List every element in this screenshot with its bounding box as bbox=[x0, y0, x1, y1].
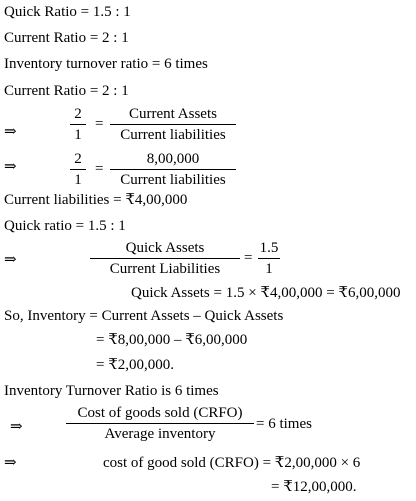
equals-sign-1: = bbox=[95, 116, 104, 132]
implies-arrow-2: ⇒ bbox=[4, 159, 17, 175]
implies-arrow-5: ⇒ bbox=[4, 455, 17, 471]
line-cogs-result: = ₹12,00,000. bbox=[271, 479, 357, 495]
fraction-bar bbox=[110, 124, 236, 125]
equals-six-times: = 6 times bbox=[256, 416, 312, 432]
line-current-ratio: Current Ratio = 2 : 1 bbox=[4, 30, 129, 46]
fraction-bar bbox=[110, 169, 236, 170]
implies-arrow-1: ⇒ bbox=[4, 124, 17, 140]
fraction-numerator: 2 bbox=[74, 106, 82, 122]
line-quick-ratio-2: Quick ratio = 1.5 : 1 bbox=[4, 218, 126, 234]
fraction-denominator: Current liabilities bbox=[120, 127, 226, 143]
fraction-numerator: Cost of goods sold (CRFO) bbox=[77, 405, 243, 421]
fraction-cogs-average-inventory bbox=[66, 405, 254, 443]
fraction-denominator: 1 bbox=[74, 127, 82, 143]
fraction-numerator: Current Assets bbox=[129, 106, 217, 122]
fraction-ratio-1 bbox=[70, 106, 86, 144]
line-inventory-formula: So, Inventory = Current Assets – Quick Assets bbox=[4, 308, 284, 324]
line-current-liabilities: Current liabilities = ₹4,00,000 bbox=[4, 192, 188, 208]
line-cogs: cost of good sold (CRFO) = ₹2,00,000 × 6 bbox=[103, 455, 361, 471]
fraction-bar bbox=[70, 124, 86, 125]
fraction-bar bbox=[90, 258, 240, 259]
fraction-ratio-2 bbox=[70, 151, 86, 189]
fraction-bar bbox=[66, 423, 254, 424]
fraction-quick-assets-liabilities bbox=[90, 240, 240, 278]
line-inventory-turnover-ratio: Inventory Turnover Ratio is 6 times bbox=[4, 383, 219, 399]
fraction-numerator: Quick Assets bbox=[125, 240, 205, 256]
fraction-1-5-over-1 bbox=[258, 240, 280, 278]
fraction-numerator: 2 bbox=[74, 151, 82, 167]
fraction-denominator: Current Liabilities bbox=[109, 261, 221, 277]
fraction-denominator: 1 bbox=[265, 261, 273, 277]
fraction-bar bbox=[70, 169, 86, 170]
fraction-numerator: 8,00,000 bbox=[146, 151, 200, 167]
fraction-denominator: Average inventory bbox=[104, 426, 216, 442]
equals-sign-2: = bbox=[95, 161, 104, 177]
line-inventory-turnover: Inventory turnover ratio = 6 times bbox=[4, 56, 208, 72]
equals-sign-3: = bbox=[244, 250, 253, 266]
line-quick-ratio: Quick Ratio = 1.5 : 1 bbox=[4, 4, 131, 20]
line-inventory-calc: = ₹8,00,000 – ₹6,00,000 bbox=[96, 332, 248, 348]
fraction-800000-liabilities bbox=[110, 151, 236, 189]
implies-arrow-4: ⇒ bbox=[10, 419, 23, 435]
fraction-bar bbox=[258, 258, 280, 259]
line-inventory-result: = ₹2,00,000. bbox=[96, 357, 175, 373]
fraction-denominator: 1 bbox=[74, 172, 82, 188]
implies-arrow-3: ⇒ bbox=[4, 252, 17, 268]
fraction-denominator: Current liabilities bbox=[120, 172, 226, 188]
line-quick-assets: Quick Assets = 1.5 × ₹4,00,000 = ₹6,00,000 bbox=[131, 285, 401, 301]
line-current-ratio-2: Current Ratio = 2 : 1 bbox=[4, 83, 129, 99]
fraction-current-assets-liabilities bbox=[110, 106, 236, 144]
fraction-numerator: 1.5 bbox=[259, 240, 279, 256]
